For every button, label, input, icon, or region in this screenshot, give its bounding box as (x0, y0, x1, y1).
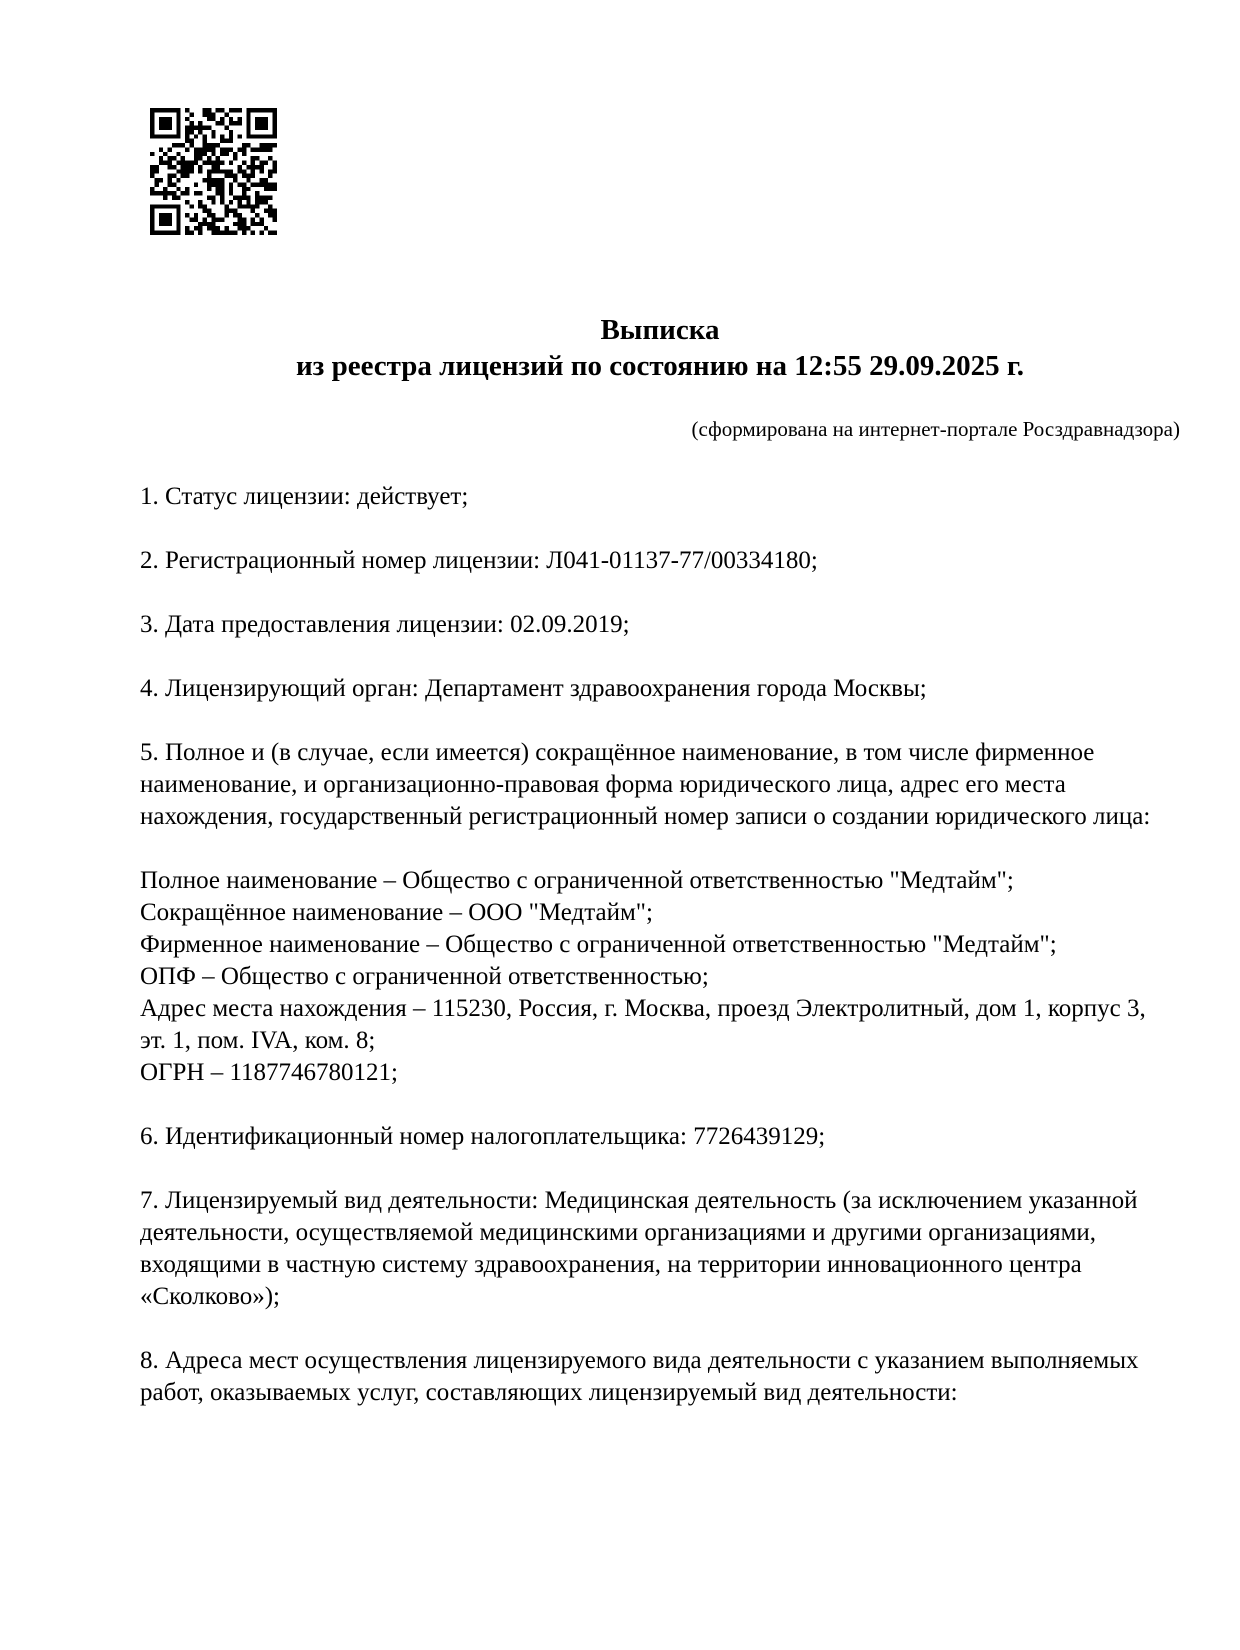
paragraph-taxpayer-number (140, 1121, 1180, 1153)
text-line: 3. Дата предоставления лицензии: 02.09.2019; (140, 611, 630, 638)
text-line: 2. Регистрационный номер лицензии: Л041-01137-77/00334180; (140, 547, 818, 574)
paragraph-licensing-authority (140, 673, 1180, 705)
document-body (140, 481, 1180, 1409)
text-line: 4. Лицензирующий орган: Департамент здравоохранения города Москвы; (140, 675, 927, 702)
text-line: 6. Идентификационный номер налогоплательщика: 7726439129; (140, 1123, 826, 1150)
paragraph-activity-addresses-intro (140, 1345, 1180, 1409)
qr-code-image (150, 108, 277, 235)
text-line-address-1: Адрес места нахождения – 115230, Россия, г. Москва, проезд Электролитный, дом 1, корпус 3, (140, 995, 1146, 1022)
text-line: 5. Полное и (в случае, если имеется) сокращённое наименование, в том числе фирменное (140, 739, 1095, 766)
paragraph-grant-date (140, 609, 1180, 641)
text-line: 8. Адреса мест осуществления лицензируемого вида деятельности с указанием выполняемых (140, 1347, 1139, 1374)
text-line: деятельности, осуществляемой медицинскими организациями и другими организациями, (140, 1219, 1097, 1246)
text-line: 1. Статус лицензии: действует; (140, 483, 469, 510)
title-line-2: из реестра лицензий по состоянию на 12:55 29.09.2025 г. (295, 350, 1025, 382)
text-line-ogrn: ОГРН – 1187746780121; (140, 1059, 398, 1086)
paragraph-names-intro (140, 737, 1180, 833)
paragraph-license-status (140, 481, 1180, 513)
paragraph-registration-number (140, 545, 1180, 577)
document-title (140, 312, 1180, 384)
text-line-full-name: Полное наименование – Общество с ограниченной ответственностью "Медтайм"; (140, 867, 1014, 894)
text-line-address-2: эт. 1, пом. IVA, ком. 8; (140, 1027, 376, 1054)
text-line: нахождения, государственный регистрационный номер записи о создании юридического лица: (140, 803, 1151, 830)
text-line: «Сколково»); (140, 1283, 280, 1310)
text-line-short-name: Сокращённое наименование – ООО "Медтайм"; (140, 899, 653, 926)
paragraph-company-details (140, 865, 1180, 1089)
text-line-legal-form: ОПФ – Общество с ограниченной ответственностью; (140, 963, 709, 990)
qr-code (150, 108, 277, 235)
text-line: наименование, и организационно-правовая форма юридического лица, адрес его места (140, 771, 1066, 798)
paragraph-licensed-activity (140, 1185, 1180, 1313)
document-subtitle: (сформирована на интернет-портале Росздравнадзора) (691, 417, 1180, 441)
text-line-brand-name: Фирменное наименование – Общество с ограниченной ответственностью "Медтайм"; (140, 931, 1057, 958)
text-line: 7. Лицензируемый вид деятельности: Медицинская деятельность (за исключением указанной (140, 1187, 1138, 1214)
text-line: работ, оказываемых услуг, составляющих лицензируемый вид деятельности: (140, 1379, 958, 1406)
title-line-1: Выписка (600, 314, 720, 346)
text-line: входящими в частную систему здравоохранения, на территории инновационного центра (140, 1251, 1082, 1278)
